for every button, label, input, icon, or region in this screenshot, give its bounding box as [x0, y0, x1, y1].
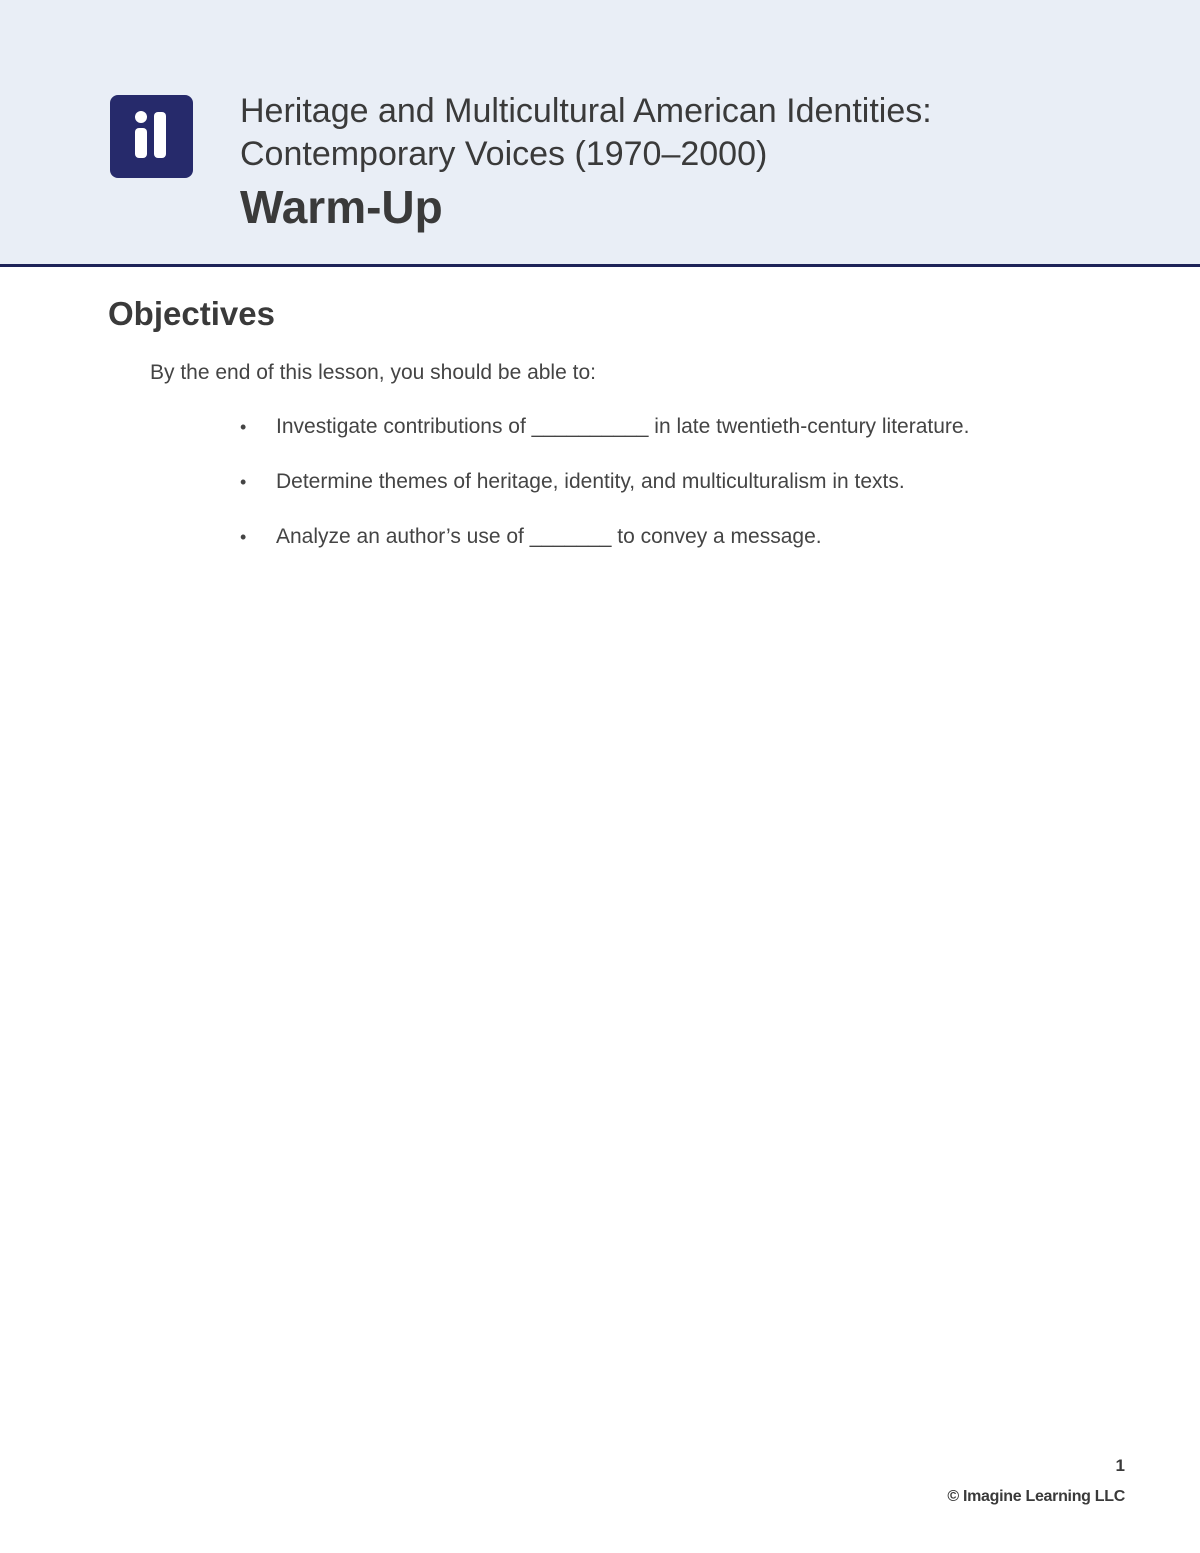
- objective-text: Determine themes of heritage, identity, and multiculturalism in texts.: [276, 470, 905, 493]
- objective-text: Investigate contributions of __________ in late twentieth-century literature.: [276, 415, 970, 438]
- objectives-heading: Objectives: [108, 295, 275, 332]
- bullet-icon: •: [240, 417, 247, 437]
- logo-glyph: [110, 95, 193, 178]
- copyright-notice: © Imagine Learning LLC: [947, 1488, 1125, 1505]
- page-number: 1: [1115, 1456, 1125, 1475]
- bullet-icon: •: [240, 472, 247, 492]
- objective-item: [240, 469, 905, 495]
- objectives-intro: By the end of this lesson, you should be able to:: [150, 361, 596, 384]
- objective-item: [240, 524, 822, 550]
- document-header: [0, 0, 1200, 267]
- imagine-learning-logo-icon: [110, 95, 193, 178]
- bullet-icon: •: [240, 527, 247, 547]
- document-subtitle: Warm-Up: [240, 181, 443, 233]
- document-title-line-1: Heritage and Multicultural American Identities:: [240, 92, 932, 130]
- objective-item: [240, 414, 969, 440]
- document-title-line-2: Contemporary Voices (1970–2000): [240, 135, 768, 173]
- objective-text: Analyze an author’s use of _______ to convey a message.: [276, 525, 822, 548]
